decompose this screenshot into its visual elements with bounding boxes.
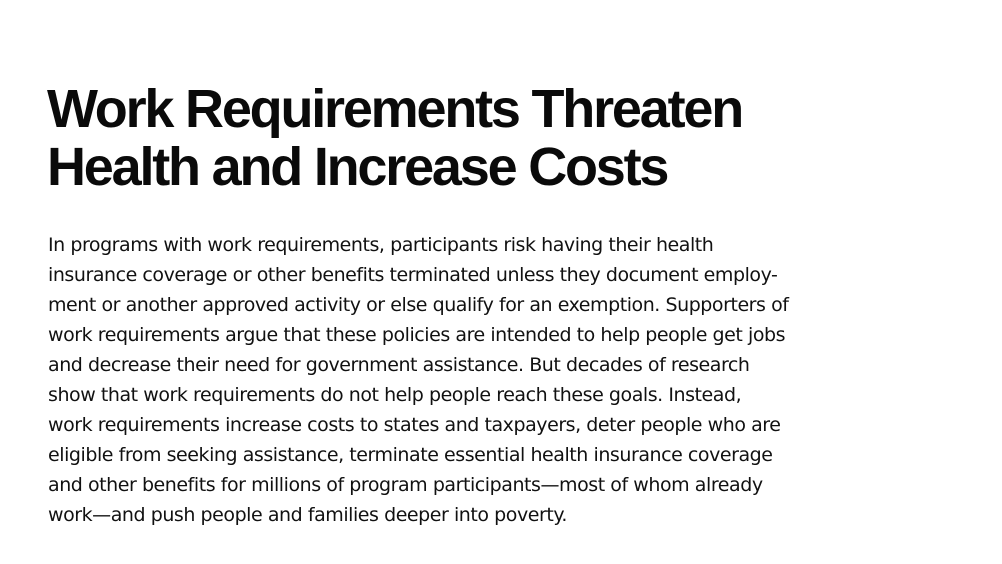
body-paragraph: [48, 230, 948, 530]
paragraph-line: show that work requirements do not help people reach these goals. Instead,: [48, 384, 742, 406]
paragraph-line: work requirements argue that these policies are intended to help people get jobs: [48, 324, 786, 346]
page-title: [47, 80, 947, 196]
paragraph-line: and other benefits for millions of program participants—most of whom already: [48, 474, 763, 496]
title-line: Health and Increase Costs: [47, 137, 668, 197]
paragraph-line: insurance coverage or other benefits terminated unless they document employ-: [48, 264, 778, 286]
paragraph-line: work—and push people and families deeper into poverty.: [48, 504, 568, 526]
paragraph-line: In programs with work requirements, participants risk having their health: [48, 234, 714, 256]
paragraph-line: work requirements increase costs to states and taxpayers, deter people who are: [48, 414, 781, 436]
paragraph-line: eligible from seeking assistance, terminate essential health insurance coverage: [48, 444, 773, 466]
paragraph-line: ment or another approved activity or else qualify for an exemption. Supporters of: [48, 294, 789, 316]
title-line: Work Requirements Threaten: [47, 79, 742, 139]
paragraph-line: and decrease their need for government assistance. But decades of research: [48, 354, 750, 376]
